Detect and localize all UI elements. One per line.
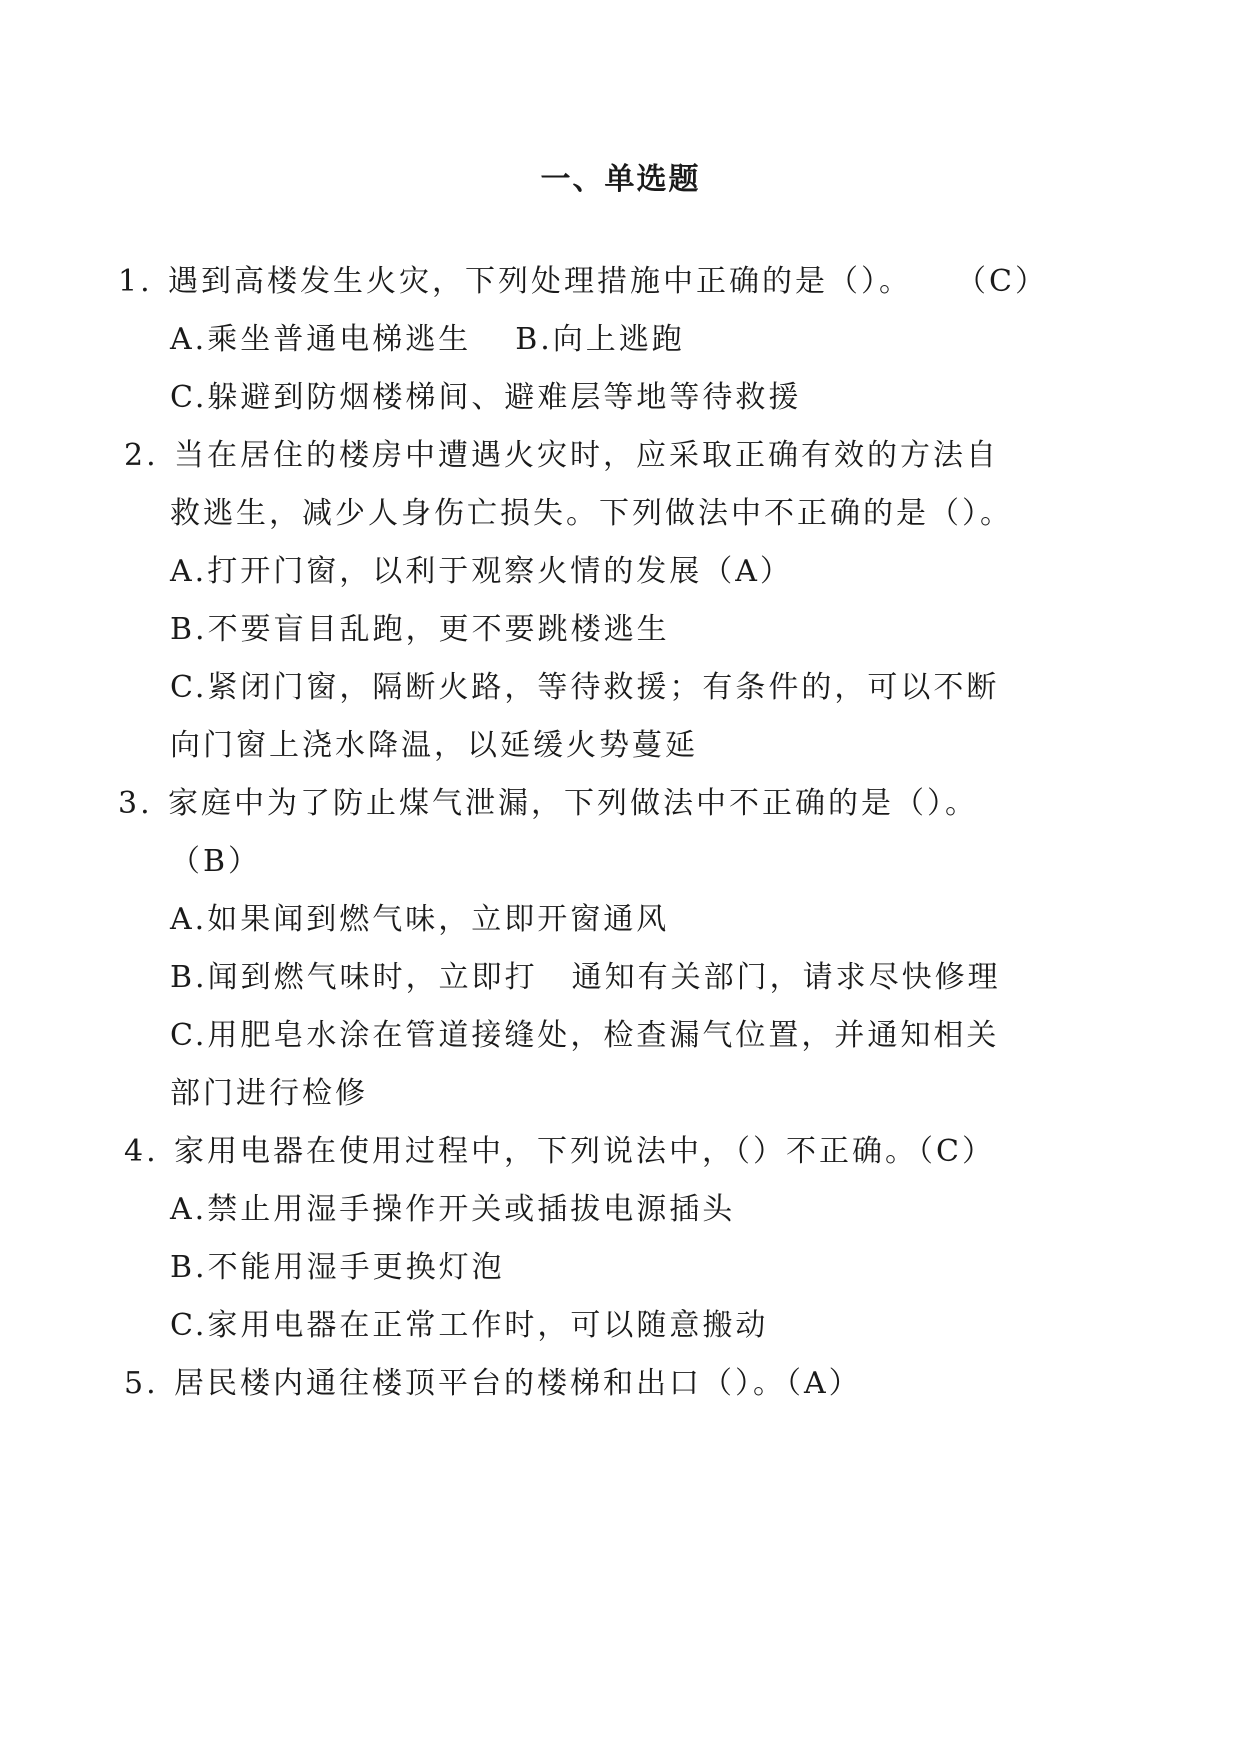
question-3-option-a: A.如果闻到燃气味，立即开窗通风 bbox=[170, 902, 670, 937]
question-1-options-ab bbox=[170, 320, 685, 360]
question-2-option-a: A.打开门窗，以利于观察火情的发展（A） bbox=[170, 554, 793, 589]
question-4-stem bbox=[124, 1132, 995, 1172]
question-4-option-a: A.禁止用湿手操作开关或插拔电源插头 bbox=[170, 1192, 736, 1227]
question-number: 2. bbox=[124, 438, 159, 473]
option-b-part-2: 通知有关部门，请求尽快修理 bbox=[571, 960, 1001, 995]
question-3-answer-key: （B） bbox=[170, 844, 262, 879]
question-4-option-b: B.不能用湿手更换灯泡 bbox=[170, 1250, 505, 1285]
question-text: 家庭中为了防止煤气泄漏，下列做法中不正确的是（）。 bbox=[168, 786, 978, 821]
question-number: 1. bbox=[118, 264, 153, 299]
question-2-option-b: B.不要盲目乱跑，更不要跳楼逃生 bbox=[170, 612, 670, 647]
question-text: 居民楼内通往楼顶平台的楼梯和出口（）。（A） bbox=[174, 1366, 862, 1401]
question-text: 家用电器在使用过程中，下列说法中，（）不正确。（C） bbox=[174, 1134, 995, 1169]
question-1-option-c: C.躲避到防烟楼梯间、避难层等地等待救援 bbox=[170, 380, 802, 415]
option-b-part-1: B.闻到燃气味时，立即打 bbox=[170, 960, 538, 995]
question-2-option-c-line-1: C.紧闭门窗，隔断火路，等待救援；有条件的，可以不断 bbox=[170, 670, 1000, 705]
question-5-stem bbox=[124, 1364, 862, 1404]
option-b: B.向上逃跑 bbox=[515, 322, 685, 357]
question-3-option-c-line-2: 部门进行检修 bbox=[170, 1076, 368, 1111]
question-2-stem-line-1 bbox=[124, 436, 999, 476]
question-2-option-c-line-2: 向门窗上浇水降温，以延缓火势蔓延 bbox=[170, 728, 698, 763]
answer-key: （C） bbox=[956, 264, 1048, 299]
question-number: 3. bbox=[118, 786, 153, 821]
option-a: A.乘坐普通电梯逃生 bbox=[170, 322, 472, 357]
question-text: 当在居住的楼房中遭遇火灾时，应采取正确有效的方法自 bbox=[174, 438, 999, 473]
question-number: 4. bbox=[124, 1134, 159, 1169]
question-text: 遇到高楼发生火灾，下列处理措施中正确的是（）。 bbox=[168, 264, 912, 299]
question-3-option-c-line-1: C.用肥皂水涂在管道接缝处，检查漏气位置，并通知相关 bbox=[170, 1018, 1000, 1053]
question-4-option-c: C.家用电器在正常工作时，可以随意搬动 bbox=[170, 1308, 769, 1343]
question-2-stem-line-2: 救逃生，减少人身伤亡损失。下列做法中不正确的是（）。 bbox=[170, 496, 1013, 531]
question-3-option-b bbox=[170, 958, 1001, 998]
question-3-stem bbox=[118, 784, 978, 824]
question-number: 5. bbox=[124, 1366, 159, 1401]
section-title: 一、单选题 bbox=[540, 162, 701, 197]
question-1-stem bbox=[118, 262, 1048, 302]
